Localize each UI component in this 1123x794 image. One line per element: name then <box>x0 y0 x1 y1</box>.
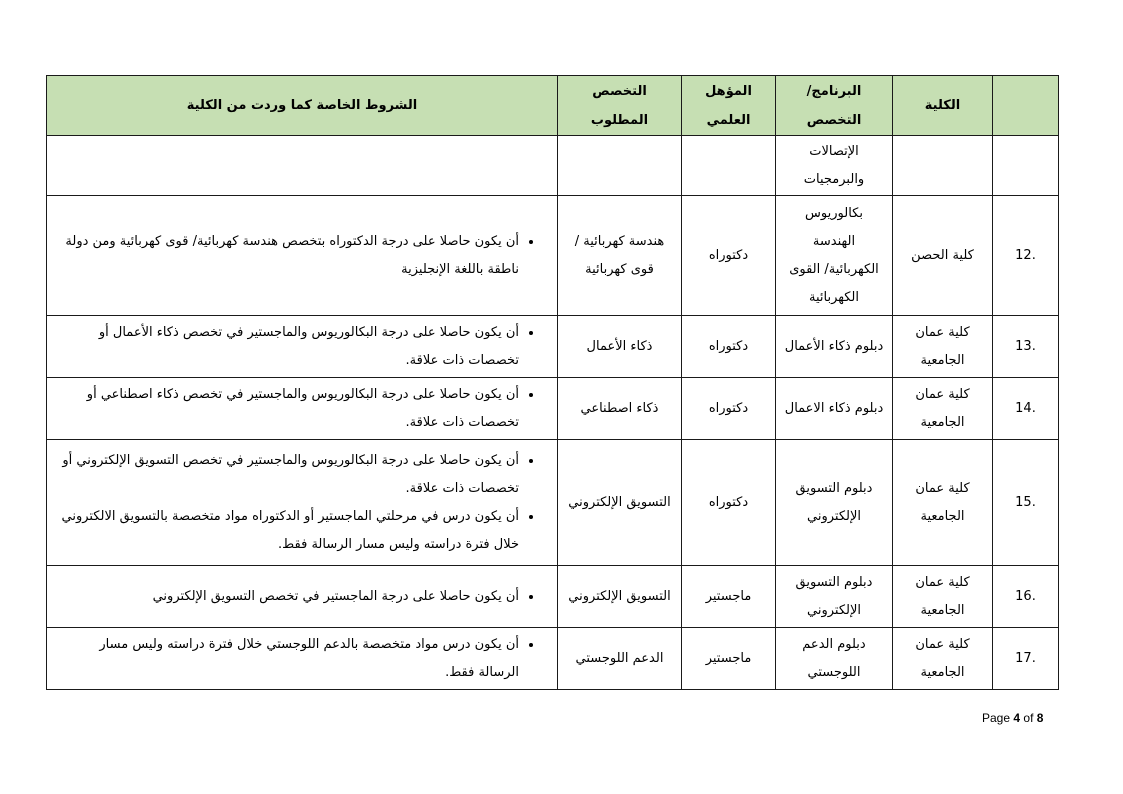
row-qualification: دكتوراه <box>682 196 776 316</box>
row-conditions <box>47 440 558 566</box>
condition-item: • أن يكون درس في مرحلتي الماجستير أو الدكتوراه مواد متخصصة بالتسويق الالكتروني خلال فترة دراسته وليس مسار الرسالة فقط. <box>59 503 519 559</box>
row-number <box>993 136 1059 196</box>
conditions-list <box>59 319 539 375</box>
row-number: .16 <box>993 566 1059 628</box>
row-qualification: دكتوراه <box>682 316 776 378</box>
condition-item: • أن يكون حاصلا على درجة الماجستير في تخصص التسويق الإلكتروني <box>59 583 519 611</box>
of-label: of <box>1023 711 1034 725</box>
table-row <box>47 566 1059 628</box>
row-conditions <box>47 566 558 628</box>
table-header-row <box>47 76 1059 136</box>
page-footer <box>982 711 1043 725</box>
current-page-number: 4 <box>1013 711 1021 725</box>
header-qualification: المؤهل العلمي <box>682 76 776 136</box>
row-program: دبلوم التسويق الإلكتروني <box>776 566 893 628</box>
conditions-list <box>59 631 539 687</box>
row-specialization: ذكاء اصطناعي <box>558 378 682 440</box>
row-college: كلية عمان الجامعية <box>893 628 993 690</box>
condition-item: • أن يكون حاصلا على درجة الدكتوراه بتخصص هندسة كهربائية/ قوى كهربائية ومن دولة ناطقة باللغة الإنجليزية <box>59 228 519 284</box>
table-row <box>47 196 1059 316</box>
row-specialization <box>558 136 682 196</box>
condition-item: • أن يكون حاصلا على درجة البكالوريوس والماجستير في تخصص ذكاء اصطناعي أو تخصصات ذات علاقة. <box>59 381 519 437</box>
row-conditions <box>47 196 558 316</box>
row-program: دبلوم ذكاء الاعمال <box>776 378 893 440</box>
row-specialization: ذكاء الأعمال <box>558 316 682 378</box>
header-conditions: الشروط الخاصة كما وردت من الكلية <box>47 76 558 136</box>
conditions-list <box>59 228 539 284</box>
row-college: كلية عمان الجامعية <box>893 316 993 378</box>
row-number: .15 <box>993 440 1059 566</box>
conditions-list <box>59 447 539 559</box>
row-qualification: ماجستير <box>682 566 776 628</box>
row-specialization: التسويق الإلكتروني <box>558 566 682 628</box>
header-specialization: التخصص المطلوب <box>558 76 682 136</box>
row-qualification: دكتوراه <box>682 378 776 440</box>
row-conditions <box>47 316 558 378</box>
row-number: .17 <box>993 628 1059 690</box>
row-conditions <box>47 378 558 440</box>
row-program: دبلوم الدعم اللوجستي <box>776 628 893 690</box>
row-number: .13 <box>993 316 1059 378</box>
row-college: كلية عمان الجامعية <box>893 566 993 628</box>
table-row <box>47 378 1059 440</box>
table-row <box>47 440 1059 566</box>
requirements-table <box>46 75 1059 690</box>
table-row <box>47 136 1059 196</box>
row-program: دبلوم ذكاء الأعمال <box>776 316 893 378</box>
row-qualification <box>682 136 776 196</box>
condition-item: • أن يكون حاصلا على درجة البكالوريوس والماجستير في تخصص التسويق الإلكتروني أو تخصصات ذات علاقة. <box>59 447 519 503</box>
conditions-list <box>59 583 539 611</box>
header-number <box>993 76 1059 136</box>
row-specialization: الدعم اللوجستي <box>558 628 682 690</box>
row-college <box>893 136 993 196</box>
page-label: Page <box>982 711 1011 725</box>
conditions-list <box>59 381 539 437</box>
row-specialization: التسويق الإلكتروني <box>558 440 682 566</box>
table-row <box>47 628 1059 690</box>
total-pages-number: 8 <box>1036 711 1044 725</box>
row-number: .12 <box>993 196 1059 316</box>
row-number: .14 <box>993 378 1059 440</box>
header-program: البرنامج/ التخصص <box>776 76 893 136</box>
row-college: كلية الحصن <box>893 196 993 316</box>
row-college: كلية عمان الجامعية <box>893 378 993 440</box>
row-conditions <box>47 136 558 196</box>
row-qualification: ماجستير <box>682 628 776 690</box>
condition-item: • أن يكون حاصلا على درجة البكالوريوس والماجستير في تخصص ذكاء الأعمال أو تخصصات ذات علاقة. <box>59 319 519 375</box>
header-college: الكلية <box>893 76 993 136</box>
row-qualification: دكتوراه <box>682 440 776 566</box>
condition-item: • أن يكون درس مواد متخصصة بالدعم اللوجستي خلال فترة دراسته وليس مسار الرسالة فقط. <box>59 631 519 687</box>
row-program: دبلوم التسويق الإلكتروني <box>776 440 893 566</box>
row-program: الإتصالات والبرمجيات <box>776 136 893 196</box>
row-specialization: هندسة كهربائية /قوى كهربائية <box>558 196 682 316</box>
row-conditions <box>47 628 558 690</box>
table-row <box>47 316 1059 378</box>
row-college: كلية عمان الجامعية <box>893 440 993 566</box>
row-program: بكالوريوس الهندسة الكهربائية/ القوى الكهربائية <box>776 196 893 316</box>
